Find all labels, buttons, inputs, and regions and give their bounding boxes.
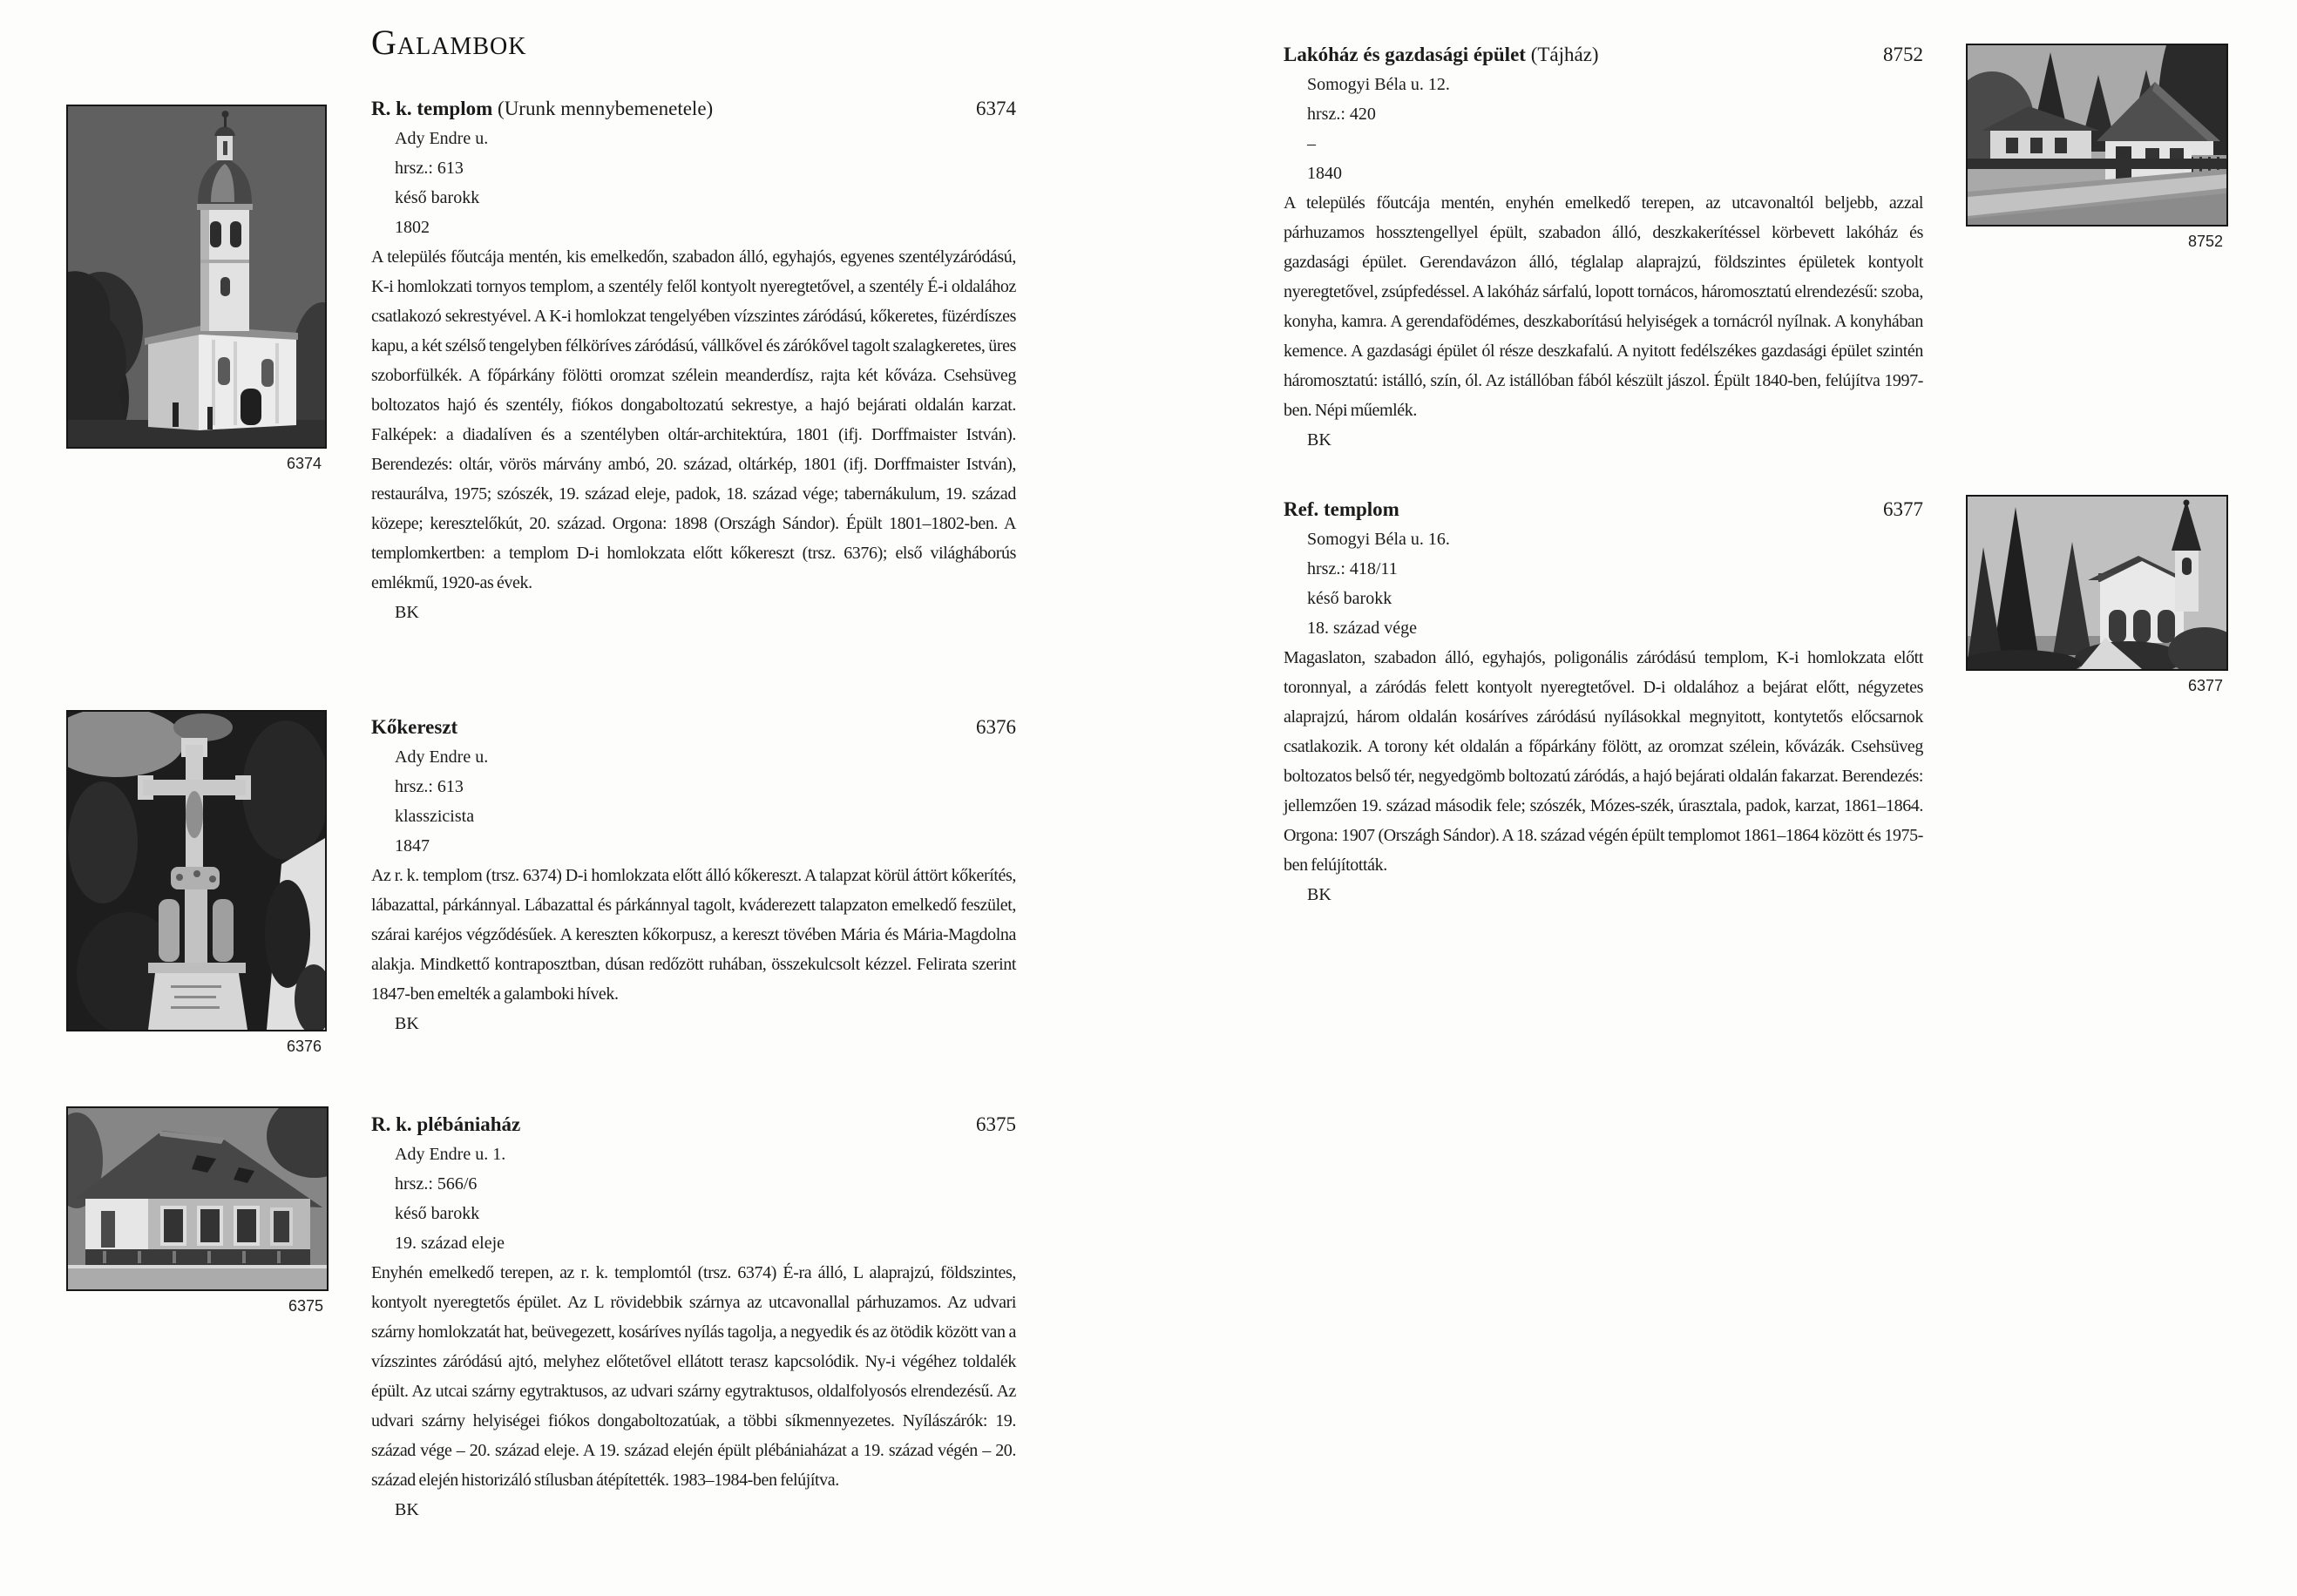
entry-title-text: R. k. plébániaház (371, 1113, 521, 1135)
photo-6374 (66, 105, 327, 449)
address-style: – (1307, 134, 1316, 153)
entry-signature: BK (395, 1500, 419, 1519)
entry-header (371, 713, 1016, 742)
address-block (371, 1140, 1016, 1258)
entry-description: Magaslaton, szabadon álló, egyhajós, poligonális záródású templom, K-i homlokzata előtt toronnyal, a záródás felett kontyolt nyeregtetővel. D-i oldalához a bejárat előtt, négyzetes alaprajzú, három oldalán kosáríves záródású nyílásokkal megnyitott, kontytetős előcsarnok csatlakozik. A torony két oldalán a főpárkány fölött, az oromzat szélein, kővázák. Csehsüveg boltozatos belső tér, negyedgömb boltozatú záródás, a hajó bejárati oldalán fakarzat. Berendezés: jellemzően 19. század második fele; szószék, Mózes-szék, úrasztala, padok, karzat, 1861–1864. Orgona: 1907 (Országh Sándor). A 18. század végén épült templomot 1861–1864 között és 1975-ben felújították. (1284, 648, 1923, 875)
address-street: Somogyi Béla u. 16. (1307, 530, 1450, 549)
entry-6376 (371, 713, 1016, 1038)
photo-8752 (1966, 44, 2228, 227)
photo-caption-8752: 8752 (2187, 233, 2223, 250)
address-date: 1840 (1307, 164, 1342, 183)
address-date: 1847 (395, 836, 430, 855)
address-street: Ady Endre u. 1. (395, 1145, 506, 1164)
address-parcel: hrsz.: 613 (395, 159, 464, 178)
address-block (371, 124, 1016, 242)
address-block (371, 742, 1016, 861)
entry-title-text: Kőkereszt (371, 716, 458, 738)
photo-caption-6374: 6374 (286, 455, 322, 472)
photo-caption-6375: 6375 (288, 1297, 323, 1315)
entry-6374 (371, 94, 1016, 627)
address-street: Somogyi Béla u. 12. (1307, 75, 1450, 94)
address-parcel: hrsz.: 418/11 (1307, 559, 1398, 578)
entry-number: 6374 (976, 98, 1016, 119)
address-block (1284, 524, 1923, 643)
address-parcel: hrsz.: 420 (1307, 105, 1376, 124)
address-date: 1802 (395, 218, 430, 237)
entry-title-text: Lakóház és gazdasági épület (1284, 44, 1526, 65)
entry-signature: BK (395, 1014, 419, 1033)
entry-number: 6376 (976, 716, 1016, 738)
entry-title-suffix: (Urunk mennybemenetele) (492, 98, 714, 119)
thatched-house-photo-illustration (1968, 45, 2226, 225)
entry-title-suffix: (Tájház) (1525, 44, 1599, 65)
entry-header (1284, 40, 1923, 70)
entry-description: A település főutcája mentén, enyhén emelkedő terepen, az utcavonaltól beljebb, azzal párhuzamos hossztengellyel épült, szabadon álló, deszkakerítéssel körbevett lakóház és gazdasági épület. Gerendavázon álló, téglalap alaprajzú, földszintes épületek kontyolt nyeregtetővel, zsúpfedéssel. A lakóház sárfalú, lopott tornácos, háromosztatú elrendezésű: szoba, konyha, kamra. A gerendafödémes, deszkaborítású helyiségek a tornácról nyílnak. A konyhában kemence. A gazdasági épület ól része deszkafalú. A nyitott fedélszékes gazdasági épület szintén háromosztatú: istálló, szín, ól. Az istállóban fából készült jászol. Épült 1840-ben, felújítva 1997-ben. Népi műemlék. (1284, 193, 1923, 420)
address-style: késő barokk (395, 1204, 480, 1223)
photo-6377 (1966, 495, 2228, 671)
address-parcel: hrsz.: 613 (395, 777, 464, 796)
photo-caption-6377: 6377 (2187, 677, 2223, 694)
address-date: 19. század eleje (395, 1234, 505, 1253)
entry-6375 (371, 1110, 1016, 1525)
entry-signature: BK (1307, 885, 1331, 904)
entry-description: Az r. k. templom (trsz. 6374) D-i homlokzata előtt álló kőkereszt. A talapzat körül áttört kőkerítés, lábazattal, párkánnyal. Lábazattal és párkánnyal tagolt, kváderezett talapzaton emelkedő feszület, szárai karéjos végződésűek. A kereszten kőkorpusz, a kereszt tövében Mária és Mária-Magdolna alakja. Mindkettő kontraposztban, dúsan redőzött ruhában, összekulcsolt kézzel. Felirata szerint 1847-ben emelték a galamboki hívek. (371, 866, 1016, 1004)
entry-title (371, 1110, 520, 1140)
entry-signature: BK (395, 603, 419, 622)
entry-title (371, 94, 713, 124)
entry-title (371, 713, 457, 742)
entry-number: 8752 (1883, 44, 1923, 65)
parsonage-photo-illustration (68, 1108, 327, 1289)
entry-title-text: R. k. templom (371, 98, 493, 119)
church-photo-illustration (68, 106, 325, 447)
address-street: Ady Endre u. (395, 129, 489, 148)
entry-title (1284, 495, 1399, 524)
address-style: klasszicista (395, 807, 475, 826)
entry-description: Enyhén emelkedő terepen, az r. k. templomtól (trsz. 6374) É-ra álló, L alaprajzú, földszintes, kontyolt nyeregtetős épület. Az L rövidebbik szárnya az utcavonallal párhuzamos. Az udvari szárny homlokzatát hat, beüvegezett, kosáríves nyílás tagolja, a negyedik és az ötödik között van a vízszintes záródású ajtó, melyhez előtetővel ellátott terasz kapcsolódik. Ny-i végéhez toldalék épült. Az utcai szárny egytraktusos, az udvari szárny egytraktusos, oldalfolyosós elrendezésű. Az udvari szárny helyiségei fiókos dongaboltozatúak, a többi síkmennyezetes. Nyílászárók: 19. század vége – 20. század eleje. A 19. század elején épült plébániaházat a 19. század végén – 20. század elején historizáló stílusban átépítették. 1983–1984-ben felújítva. (371, 1263, 1016, 1490)
address-date: 18. század vége (1307, 619, 1418, 638)
address-parcel: hrsz.: 566/6 (395, 1174, 478, 1194)
spire-church-photo-illustration (1968, 497, 2226, 669)
entry-6377 (1284, 495, 1923, 910)
photo-6376 (66, 710, 327, 1031)
entry-header (371, 1110, 1016, 1140)
entry-signature: BK (1307, 430, 1331, 450)
entry-8752 (1284, 40, 1923, 455)
entry-header (1284, 495, 1923, 524)
entry-description: A település főutcája mentén, kis emelkedőn, szabadon álló, egyhajós, egyenes szentélyzáródású, K-i homlokzati tornyos templom, a szentély felől kontyolt nyeregtetővel, a szentély É-i oldalához csatlakozó sekrestyével. A K-i homlokzat tengelyében vízszintes záródású, kőkeretes, füzérdíszes kapu, a két szélső tengelyben félköríves záródású, vállkővel és zárókővel tagolt szalagkeretes, üres szoborfülkék. A főpárkány fölötti oromzat szélein meanderdísz, rajta két kőváza. Csehsüveg boltozatos hajó és szentély, fiókos dongaboltozatú sekrestye, a hajó bejárati oldalán karzat. Falképek: a diadalíven és a szentélyben oltár-architektúra, 1801 (ifj. Dorffmaister István). Berendezés: oltár, vörös márvány ambó, 20. század, oltárkép, 1801 (ifj. Dorffmaister István), restaurálva, 1975; szószék, 19. század eleje, padok, 18. század vége; tabernákulum, 19. század közepe; keresztelőkút, 20. század. Orgona: 1898 (Országh Sándor). Épült 1801–1802-ben. A templomkertben: a templom D-i homlokzata előtt kőkereszt (trsz. 6376); első világháborús emlékmű, 1920-as évek. (371, 247, 1016, 592)
entry-title (1284, 40, 1599, 70)
entry-number: 6377 (1883, 498, 1923, 520)
address-street: Ady Endre u. (395, 747, 489, 767)
address-style: késő barokk (395, 188, 480, 207)
entry-number: 6375 (976, 1113, 1016, 1135)
stone-cross-photo-illustration (68, 712, 325, 1030)
address-block (1284, 70, 1923, 188)
photo-6375 (66, 1106, 329, 1291)
entry-title-text: Ref. templom (1284, 498, 1399, 520)
page-title: Galambok (371, 23, 527, 62)
entry-header (371, 94, 1016, 124)
address-style: késő barokk (1307, 589, 1392, 608)
photo-caption-6376: 6376 (286, 1038, 322, 1055)
